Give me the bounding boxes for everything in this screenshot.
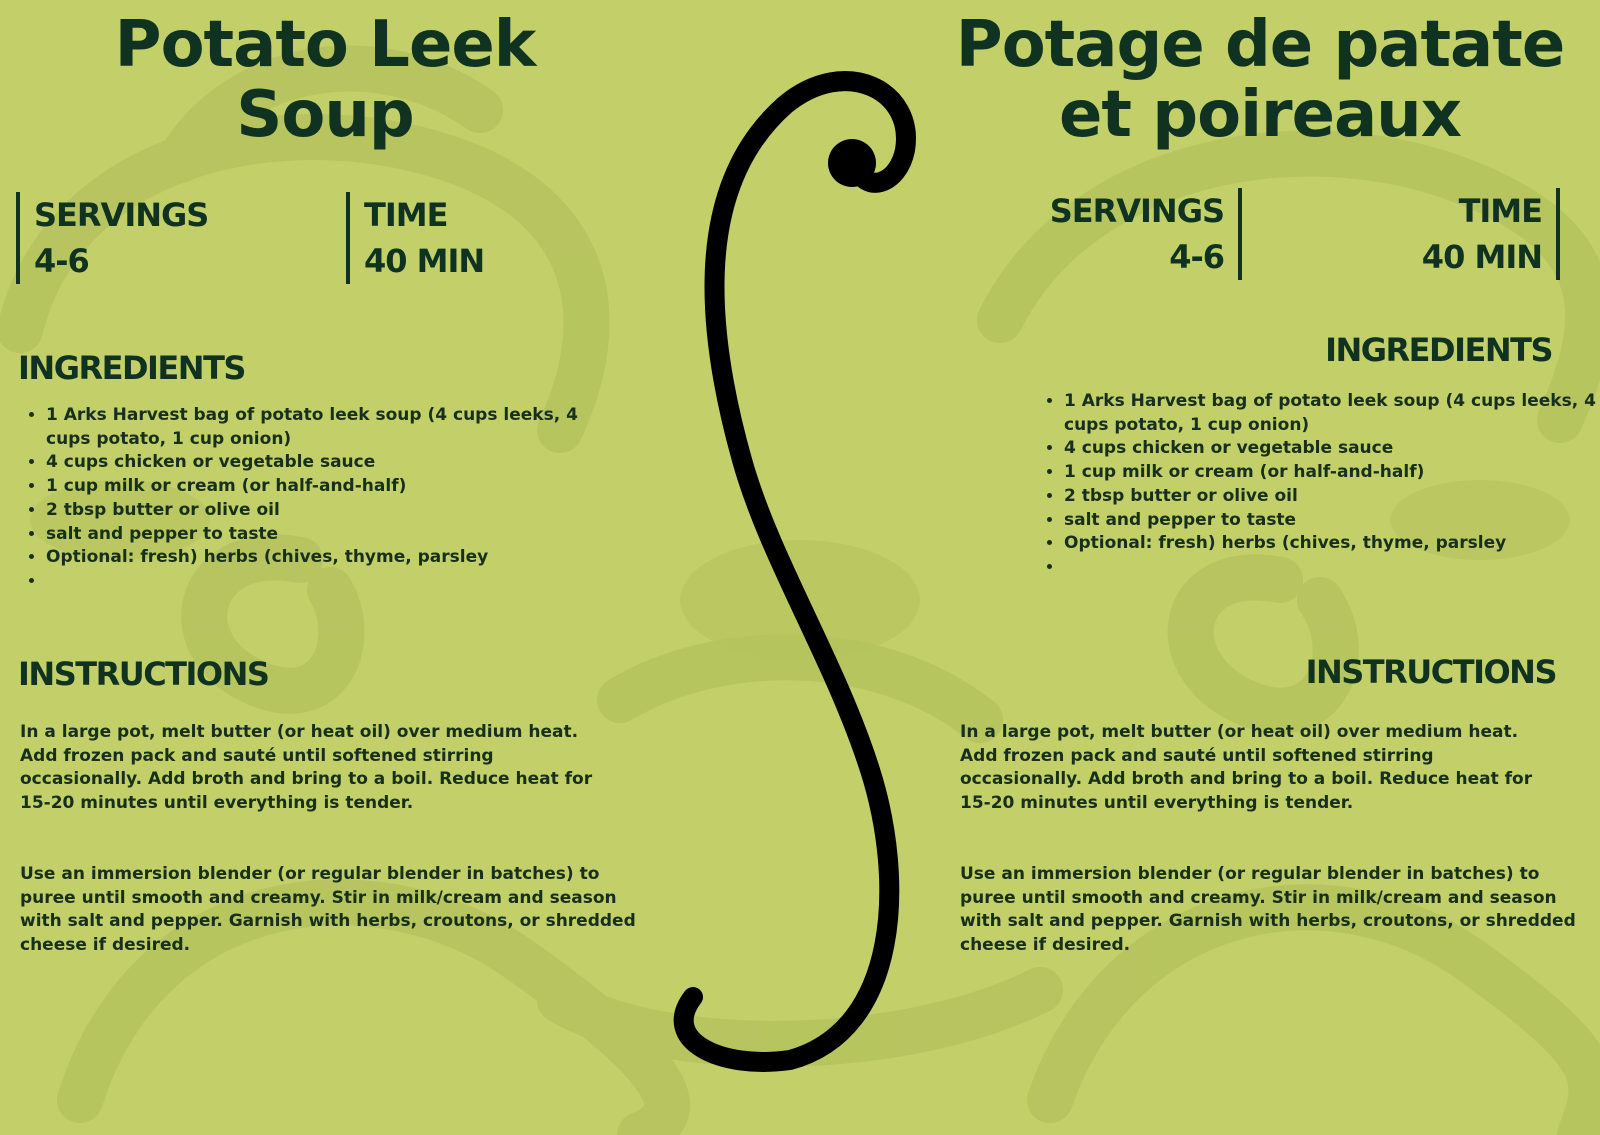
servings-block [16, 192, 208, 284]
title-line-2: et poireaux [1059, 78, 1461, 152]
time-block [1422, 188, 1560, 280]
list-item: • 1 Arks Harvest bag of potato leek soup (4 cups leeks, 4 cups potato, 1 cup onion) [46, 404, 586, 451]
recipe-panel-french [940, 0, 1600, 1135]
instructions-heading: INSTRUCTIONS [1305, 653, 1556, 691]
servings-value: 4-6 [1169, 238, 1224, 276]
instructions-heading: INSTRUCTIONS [18, 655, 269, 693]
time-value: 40 MIN [1421, 238, 1542, 276]
list-item: • 4 cups chicken or vegetable sauce [1064, 437, 1600, 461]
list-item [46, 570, 586, 594]
list-item: • salt and pepper to taste [1064, 509, 1600, 533]
list-item: • 2 tbsp butter or olive oil [1064, 485, 1600, 509]
instructions-paragraph: In a large pot, melt butter (or heat oil) over medium heat. Add frozen pack and sauté until softened stirring occasionally. Add broth and bring to a boil. Reduce heat for 15-20 minutes until everything is tender. [960, 722, 1533, 814]
title-line-1: Potage de patate [955, 8, 1565, 82]
list-item: • 4 cups chicken or vegetable sauce [46, 451, 586, 475]
recipe-title-french [940, 10, 1580, 150]
title-line-1: Potato Leek [114, 8, 536, 82]
servings-label: SERVINGS [34, 196, 209, 234]
swirl-divider-icon [660, 50, 940, 1080]
recipe-panel-english [0, 0, 660, 1135]
list-item: • Optional: fresh) herbs (chives, thyme, parsley [46, 546, 586, 570]
instructions-paragraph: In a large pot, melt butter (or heat oil) over medium heat. Add frozen pack and sauté until softened stirring occasionally. Add broth and bring to a boil. Reduce heat for 15-20 minutes until everything is tender. [20, 722, 593, 814]
time-label: TIME [1458, 192, 1542, 230]
instructions-paragraph: Use an immersion blender (or regular blender in batches) to puree until smooth and creamy. Stir in milk/cream and season with salt and pepper. Garnish with herbs, croutons, or shredded cheese if desired. [960, 864, 1576, 956]
time-block [346, 192, 484, 284]
ingredients-heading: INGREDIENTS [18, 349, 245, 387]
ingredients-list [1038, 390, 1600, 580]
list-item: • 2 tbsp butter or olive oil [46, 499, 586, 523]
servings-value: 4-6 [34, 242, 89, 280]
servings-label: SERVINGS [1049, 192, 1224, 230]
list-item: • salt and pepper to taste [46, 523, 586, 547]
list-item [1064, 556, 1600, 580]
list-item: • 1 cup milk or cream (or half-and-half) [1064, 461, 1600, 485]
ingredients-heading: INGREDIENTS [1325, 331, 1552, 369]
time-value: 40 MIN [364, 242, 485, 280]
ingredients-list [20, 404, 586, 594]
servings-block [1050, 188, 1242, 280]
recipe-title-english [0, 10, 650, 150]
time-label: TIME [364, 196, 448, 234]
list-item: • Optional: fresh) herbs (chives, thyme, parsley [1064, 532, 1600, 556]
instructions-paragraph: Use an immersion blender (or regular blender in batches) to puree until smooth and creamy. Stir in milk/cream and season with salt and pepper. Garnish with herbs, croutons, or shredded cheese if desired. [20, 864, 636, 956]
list-item: • 1 cup milk or cream (or half-and-half) [46, 475, 586, 499]
list-item: • 1 Arks Harvest bag of potato leek soup (4 cups leeks, 4 cups potato, 1 cup onion) [1064, 390, 1600, 437]
title-line-2: Soup [236, 78, 414, 152]
